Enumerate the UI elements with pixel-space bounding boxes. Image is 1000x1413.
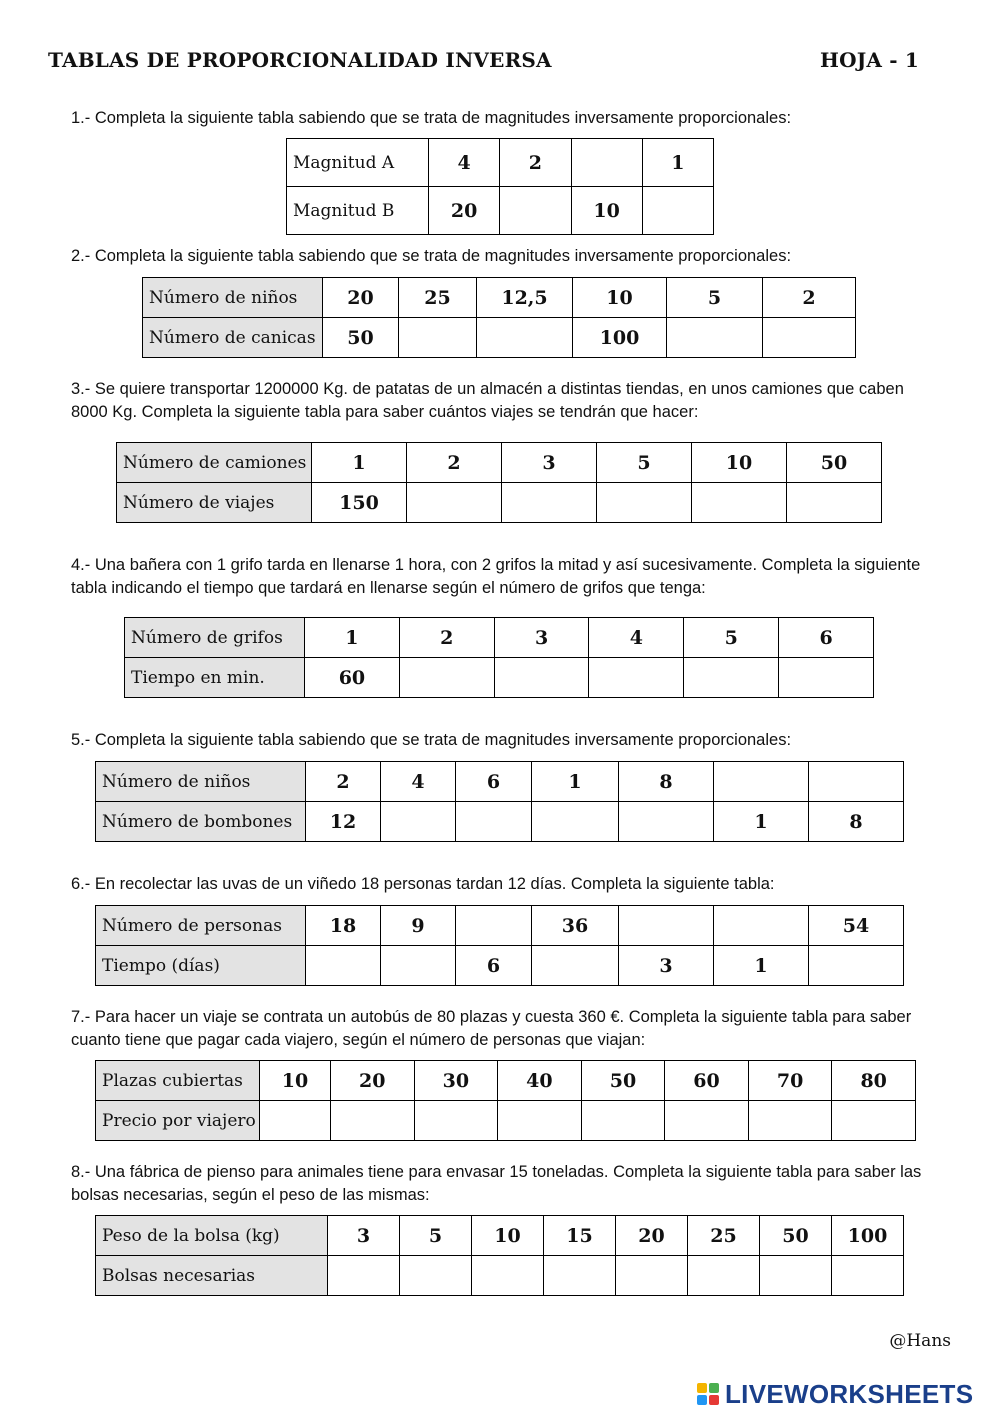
answer-cell[interactable] xyxy=(571,139,642,187)
table-cell: 1 xyxy=(714,946,809,986)
table-cell: 50 xyxy=(581,1061,665,1101)
answer-cell[interactable] xyxy=(500,187,571,235)
answer-cell[interactable] xyxy=(581,1101,665,1141)
row-label: Peso de la bolsa (kg) xyxy=(96,1216,328,1256)
table-cell: 5 xyxy=(400,1216,472,1256)
table-cell: 10 xyxy=(692,443,787,483)
table-cell: 1 xyxy=(642,139,713,187)
table-cell: 2 xyxy=(306,762,381,802)
answer-cell[interactable] xyxy=(399,658,494,698)
answer-cell[interactable] xyxy=(779,658,874,698)
table-cell: 10 xyxy=(260,1061,331,1101)
row-label: Número de niños xyxy=(143,278,323,318)
answer-cell[interactable] xyxy=(407,483,502,523)
answer-cell[interactable] xyxy=(328,1256,400,1296)
liveworksheets-logo xyxy=(697,1377,973,1411)
row-label: Número de viajes xyxy=(117,483,312,523)
table-cell: 50 xyxy=(787,443,882,483)
row-label: Magnitud A xyxy=(287,139,429,187)
answer-cell[interactable] xyxy=(832,1101,916,1141)
exercise-4-table xyxy=(124,617,874,698)
table-cell: 5 xyxy=(597,443,692,483)
brand-square xyxy=(709,1395,719,1405)
answer-cell[interactable] xyxy=(381,802,456,842)
table-cell: 3 xyxy=(502,443,597,483)
table-cell: 8 xyxy=(619,762,714,802)
answer-cell[interactable] xyxy=(665,1101,749,1141)
row-label: Número de niños xyxy=(96,762,306,802)
answer-cell[interactable] xyxy=(456,802,532,842)
table-cell: 50 xyxy=(760,1216,832,1256)
answer-cell[interactable] xyxy=(331,1101,415,1141)
table-cell: 10 xyxy=(571,187,642,235)
table-cell: 25 xyxy=(688,1216,760,1256)
table-cell: 6 xyxy=(456,762,532,802)
answer-cell[interactable] xyxy=(684,658,779,698)
table-cell: 4 xyxy=(429,139,500,187)
table-cell: 3 xyxy=(494,618,589,658)
answer-cell[interactable] xyxy=(692,483,787,523)
exercise-3-table xyxy=(116,442,882,523)
table-cell: 1 xyxy=(532,762,619,802)
exercise-7-instruction: 7.- Para hacer un viaje se contrata un autobús de 80 plazas y cuesta 360 €. Completa la siguiente tabla para saber cuanto tiene que pagar cada viajero, según el número de personas que viajan: xyxy=(71,1008,912,1049)
brand-square xyxy=(697,1383,707,1393)
table-cell: 80 xyxy=(832,1061,916,1101)
answer-cell[interactable] xyxy=(414,1101,498,1141)
row-label: Tiempo en min. xyxy=(125,658,305,698)
answer-cell[interactable] xyxy=(532,946,619,986)
brand-square xyxy=(709,1383,719,1393)
table-cell: 15 xyxy=(544,1216,616,1256)
sheet-number: HOJA - 1 xyxy=(820,48,920,72)
answer-cell[interactable] xyxy=(260,1101,331,1141)
table-cell: 50 xyxy=(323,318,399,358)
table-cell: 20 xyxy=(429,187,500,235)
answer-cell[interactable] xyxy=(400,1256,472,1296)
brand-square xyxy=(697,1395,707,1405)
answer-cell[interactable] xyxy=(472,1256,544,1296)
answer-cell[interactable] xyxy=(787,483,882,523)
row-label: Bolsas necesarias xyxy=(96,1256,328,1296)
row-label: Número de canicas xyxy=(143,318,323,358)
table-cell: 10 xyxy=(472,1216,544,1256)
table-cell: 20 xyxy=(616,1216,688,1256)
table-cell: 12,5 xyxy=(477,278,573,318)
table-cell: 100 xyxy=(832,1216,904,1256)
table-cell: 5 xyxy=(684,618,779,658)
exercise-2-table xyxy=(142,277,856,358)
answer-cell[interactable] xyxy=(619,802,714,842)
answer-cell[interactable] xyxy=(714,762,809,802)
answer-cell[interactable] xyxy=(809,946,904,986)
table-cell: 60 xyxy=(305,658,400,698)
exercise-6-table xyxy=(95,905,904,986)
table-cell: 3 xyxy=(619,946,714,986)
table-cell: 1 xyxy=(714,802,809,842)
table-cell: 20 xyxy=(331,1061,415,1101)
table-cell: 54 xyxy=(809,906,904,946)
answer-cell[interactable] xyxy=(616,1256,688,1296)
exercise-8-instruction: 8.- Una fábrica de pienso para animales tiene para envasar 15 toneladas. Completa la siguiente tabla para saber las bolsas necesarias, según el peso de las mismas: xyxy=(71,1163,922,1204)
exercise-1-table xyxy=(286,138,714,235)
answer-cell[interactable] xyxy=(399,318,477,358)
answer-cell[interactable] xyxy=(494,658,589,698)
table-cell: 2 xyxy=(407,443,502,483)
answer-cell[interactable] xyxy=(502,483,597,523)
answer-cell[interactable] xyxy=(763,318,856,358)
table-cell: 4 xyxy=(589,618,684,658)
answer-cell[interactable] xyxy=(477,318,573,358)
answer-cell[interactable] xyxy=(688,1256,760,1296)
table-cell: 36 xyxy=(532,906,619,946)
row-label: Plazas cubiertas xyxy=(96,1061,260,1101)
table-cell: 12 xyxy=(306,802,381,842)
row-label: Número de grifos xyxy=(125,618,305,658)
brand-grid-icon xyxy=(697,1383,719,1405)
table-cell: 4 xyxy=(381,762,456,802)
table-cell: 40 xyxy=(498,1061,582,1101)
answer-cell[interactable] xyxy=(544,1256,616,1296)
answer-cell[interactable] xyxy=(589,658,684,698)
table-cell: 8 xyxy=(809,802,904,842)
exercise-4-instruction: 4.- Una bañera con 1 grifo tarda en llenarse 1 hora, con 2 grifos la mitad y así sucesivamente. Completa la siguiente tabla indicando el tiempo que tardará en llenarse según el número de grifos que tenga: xyxy=(71,556,921,597)
row-label: Número de bombones xyxy=(96,802,306,842)
table-cell: 100 xyxy=(573,318,667,358)
answer-cell[interactable] xyxy=(381,946,456,986)
table-cell: 1 xyxy=(305,618,400,658)
exercise-6-instruction: 6.- En recolectar las uvas de un viñedo 18 personas tardan 12 días. Completa la siguiente tabla: xyxy=(71,875,775,893)
answer-cell[interactable] xyxy=(532,802,619,842)
answer-cell[interactable] xyxy=(832,1256,904,1296)
answer-cell[interactable] xyxy=(456,906,532,946)
exercise-8-table xyxy=(95,1215,904,1296)
exercise-1-instruction: 1.- Completa la siguiente tabla sabiendo que se trata de magnitudes inversamente proporcionales: xyxy=(71,109,792,127)
answer-cell[interactable] xyxy=(667,318,763,358)
page-title: TABLAS DE PROPORCIONALIDAD INVERSA xyxy=(48,48,552,72)
author-signature: @Hans xyxy=(889,1331,951,1351)
exercise-5-table xyxy=(95,761,904,842)
table-cell: 150 xyxy=(312,483,407,523)
answer-cell[interactable] xyxy=(760,1256,832,1296)
answer-cell[interactable] xyxy=(714,906,809,946)
table-cell: 30 xyxy=(414,1061,498,1101)
answer-cell[interactable] xyxy=(498,1101,582,1141)
table-cell: 2 xyxy=(399,618,494,658)
row-label: Número de camiones xyxy=(117,443,312,483)
row-label: Número de personas xyxy=(96,906,306,946)
exercise-2-instruction: 2.- Completa la siguiente tabla sabiendo que se trata de magnitudes inversamente proporcionales: xyxy=(71,247,792,265)
table-cell: 2 xyxy=(500,139,571,187)
row-label: Tiempo (días) xyxy=(96,946,306,986)
row-label: Precio por viajero xyxy=(96,1101,260,1141)
answer-cell[interactable] xyxy=(619,906,714,946)
exercise-5-instruction: 5.- Completa la siguiente tabla sabiendo que se trata de magnitudes inversamente proporcionales: xyxy=(71,731,792,749)
row-label: Magnitud B xyxy=(287,187,429,235)
table-cell: 10 xyxy=(573,278,667,318)
answer-cell[interactable] xyxy=(306,946,381,986)
exercise-7-table xyxy=(95,1060,916,1141)
table-cell: 6 xyxy=(779,618,874,658)
table-cell: 6 xyxy=(456,946,532,986)
answer-cell[interactable] xyxy=(642,187,713,235)
table-cell: 3 xyxy=(328,1216,400,1256)
table-cell: 18 xyxy=(306,906,381,946)
table-cell: 60 xyxy=(665,1061,749,1101)
brand-name: LIVEWORKSHEETS xyxy=(725,1378,974,1409)
table-cell: 1 xyxy=(312,443,407,483)
table-cell: 25 xyxy=(399,278,477,318)
answer-cell[interactable] xyxy=(748,1101,832,1141)
exercise-3-instruction: 3.- Se quiere transportar 1200000 Kg. de patatas de un almacén a distintas tiendas, en unos camiones que caben 8000 Kg. Completa la siguiente tabla para saber cuántos viajes se tendrán que hacer: xyxy=(71,380,904,421)
table-cell: 20 xyxy=(323,278,399,318)
table-cell: 70 xyxy=(748,1061,832,1101)
table-cell: 5 xyxy=(667,278,763,318)
table-cell: 2 xyxy=(763,278,856,318)
answer-cell[interactable] xyxy=(597,483,692,523)
answer-cell[interactable] xyxy=(809,762,904,802)
table-cell: 9 xyxy=(381,906,456,946)
